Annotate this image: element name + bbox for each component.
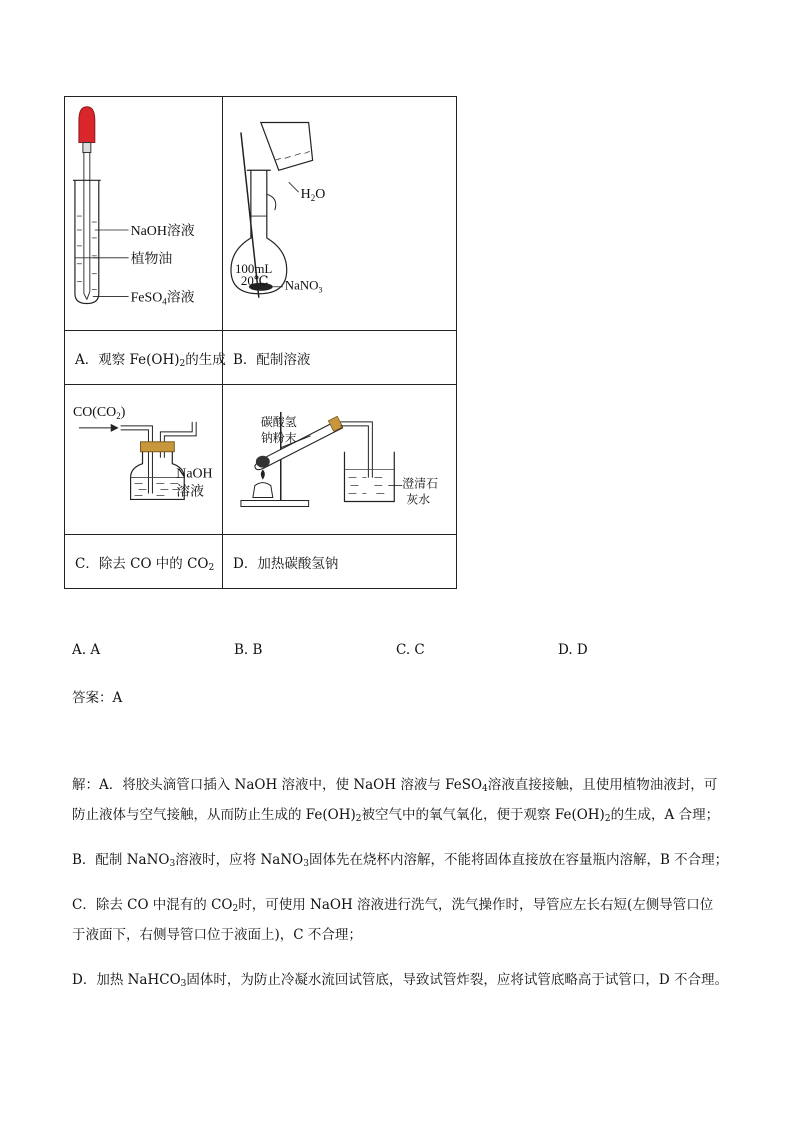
alcohol-lamp (253, 482, 273, 497)
limewater-label-line1: 澄清石 (402, 476, 439, 491)
caption-c: C．除去 CO 中的 $CO_2$ (65, 535, 223, 589)
temperature-label: 20℃ (240, 272, 269, 288)
solution-c-line1: C．除去 CO 中混有的 $CO_2$时，可使用 NaOH 溶液进行洗气，洗气操作时，导管应左长右短(左侧导管口位 (72, 897, 714, 914)
outlet-tube (160, 422, 196, 458)
answer-line: 答案：A (72, 690, 123, 706)
limewater-label-line2: 灰水 (406, 492, 431, 507)
volume-label: 100mL (234, 260, 273, 276)
feso4-solution-label: FeSO$_4$溶液 (130, 290, 195, 307)
beaker (261, 122, 313, 170)
liquid-dashes (77, 216, 97, 290)
vegetable-oil-label: 植物油 (130, 251, 173, 267)
nano3-label: NaNO$_3$ (284, 277, 323, 295)
solution-b: B．配制 NaNO$_3$溶液时，应将 NaNO$_3$固体先在烧杯内溶解，不能将固体直接放在容量瓶内溶解，B 不合理； (72, 852, 729, 869)
cell-d-figure (223, 384, 457, 534)
choice-c[interactable]: C. C (396, 642, 425, 658)
iron-stand-base (241, 500, 309, 506)
options-table (64, 96, 457, 589)
caption-d: D．加热碳酸氢钠 (223, 535, 457, 589)
answer-choices (72, 642, 772, 660)
volumetric-flask-diagram (223, 97, 456, 330)
solution-a-line1: 解：A．将胶头滴管口插入 NaOH 溶液中，使 NaOH 溶液与 FeSO$_4$溶液直接接触，且使用植物油液封，可 (72, 777, 718, 794)
choice-d[interactable]: D. D (558, 642, 588, 658)
limewater (344, 470, 394, 494)
test-tube (75, 180, 99, 303)
cell-b-figure (223, 97, 457, 331)
heating-apparatus-diagram (223, 385, 456, 534)
caption-b: B．配制溶液 (223, 331, 457, 385)
gas-washing-bottle-diagram (65, 385, 222, 534)
naoh-label-line2: 溶液 (176, 484, 205, 500)
caption-a: A．观察 $Fe(OH)_2$的生成 (65, 331, 223, 385)
water-label: $H_2O$ (300, 187, 326, 204)
choice-b[interactable]: B. B (234, 642, 263, 658)
bicarbonate-label-line2: 钠粉末 (260, 430, 297, 445)
cell-c-figure (65, 384, 223, 534)
gas-mixture-label: $CO(CO_2)$ (72, 404, 126, 421)
beaker (344, 452, 394, 502)
solution-d: D．加热 NaHCO$_3$固体时，为防止冷凝水流回试管底，导致试管炸裂，应将试管底略高于试管口，D 不合理。 (72, 972, 729, 989)
choice-a[interactable]: A. A (72, 642, 101, 658)
dropper-collar (83, 143, 91, 153)
dropper-test-tube-diagram (65, 97, 222, 330)
flame (261, 470, 265, 480)
naoh-label-line1: NaOH (176, 466, 213, 482)
bicarbonate-label-line1: 碳酸氢 (260, 414, 297, 429)
cell-a-figure (65, 97, 223, 331)
solution-a-line2: 防止液体与空气接触，从而防止生成的 $Fe(OH)_2$被空气中的氧气氧化，便于观察 $Fe(OH)_2$的生成，A 合理； (72, 807, 720, 824)
dropper-bulb (79, 107, 95, 143)
solution-c-line2: 于液面下，右侧导管口位于液面上)，C 不合理； (72, 927, 362, 943)
bicarbonate-powder (256, 456, 270, 468)
naoh-solution-label: NaOH溶液 (130, 223, 195, 239)
stopper (141, 442, 175, 452)
